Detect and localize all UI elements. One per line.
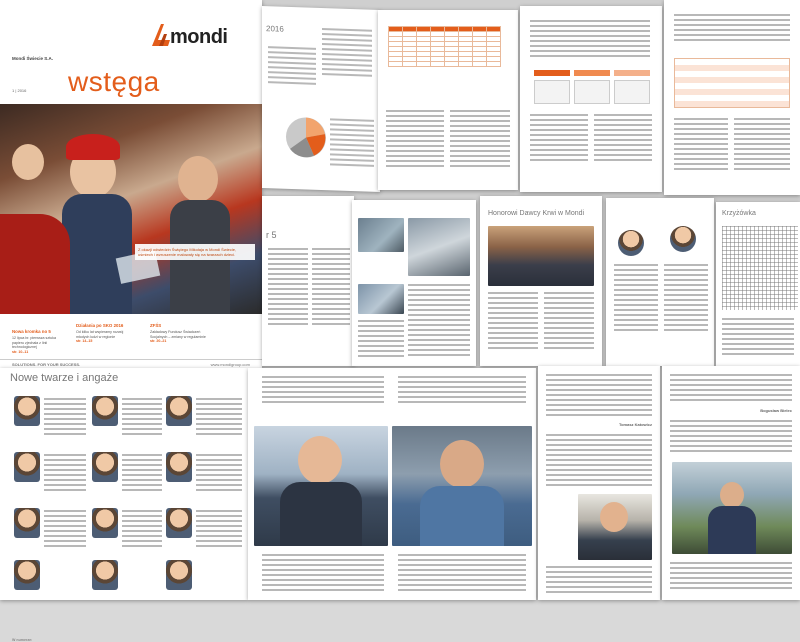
text-column bbox=[546, 434, 652, 489]
portrait-photo bbox=[578, 494, 652, 560]
magazine-title: wstęga bbox=[68, 66, 160, 97]
text-column bbox=[674, 14, 790, 44]
interview-photo bbox=[392, 426, 532, 546]
outdoor-photo bbox=[672, 462, 792, 554]
flow-box bbox=[614, 80, 650, 104]
text-column bbox=[262, 376, 384, 406]
cover-photo-children bbox=[0, 104, 262, 314]
text-column bbox=[44, 398, 86, 438]
data-table bbox=[388, 26, 501, 67]
page-machine-photos[interactable] bbox=[352, 200, 476, 366]
page-blood-donors[interactable] bbox=[480, 196, 602, 366]
text-column bbox=[196, 510, 242, 550]
employee-portrait bbox=[166, 560, 192, 590]
text-column bbox=[312, 248, 350, 328]
group-photo bbox=[488, 226, 594, 286]
news-item[interactable] bbox=[76, 324, 132, 344]
text-column bbox=[122, 454, 162, 494]
section-heading-crossword: Krzyżówka bbox=[722, 210, 756, 217]
year-heading: 2016 bbox=[266, 24, 284, 34]
page-interview[interactable] bbox=[248, 368, 536, 600]
text-column bbox=[386, 110, 444, 170]
brand-name: mondi bbox=[170, 26, 228, 48]
text-column bbox=[614, 264, 658, 334]
page-article-right[interactable] bbox=[538, 366, 660, 600]
in-issue-label: W numerze: bbox=[12, 638, 33, 642]
employee-portrait bbox=[670, 226, 696, 252]
flow-box bbox=[534, 80, 570, 104]
text-column bbox=[594, 114, 652, 164]
text-column bbox=[450, 110, 510, 170]
text-column bbox=[488, 292, 538, 352]
news-ref: str. 20–21 bbox=[150, 339, 167, 344]
text-column bbox=[268, 46, 316, 88]
news-body: Zakładowy Fundusz Świadczeń Socjalnych – zmiany w regulaminie bbox=[150, 330, 206, 339]
page-heading-fragment: r 5 bbox=[266, 230, 277, 240]
page-portraits[interactable] bbox=[606, 198, 714, 366]
mondi-logo-icon bbox=[150, 22, 172, 48]
news-body: Od kilku lat wspieramy rozwój młodych ludzi w regionie bbox=[76, 330, 124, 339]
text-column bbox=[674, 118, 728, 173]
page-flowchart[interactable] bbox=[520, 6, 662, 192]
crossword-grid bbox=[722, 226, 798, 310]
text-column bbox=[664, 264, 708, 334]
text-column bbox=[44, 510, 86, 550]
employee-portrait bbox=[92, 396, 118, 426]
employee-portrait bbox=[14, 396, 40, 426]
page-article-far-right[interactable] bbox=[662, 366, 800, 600]
interview-photo bbox=[254, 426, 388, 546]
employee-portrait bbox=[14, 508, 40, 538]
text-column bbox=[734, 118, 790, 173]
text-column bbox=[122, 510, 162, 550]
text-column bbox=[408, 284, 470, 359]
machine-photo bbox=[358, 218, 404, 252]
text-column bbox=[722, 318, 794, 358]
flow-arrow bbox=[614, 70, 650, 76]
website: www.mondigroup.com bbox=[210, 362, 250, 367]
text-column bbox=[44, 454, 86, 494]
text-column bbox=[358, 320, 404, 360]
flow-arrow bbox=[534, 70, 570, 76]
page-table-right[interactable] bbox=[664, 0, 800, 195]
text-column bbox=[530, 114, 588, 164]
section-heading-donors: Honorowi Dawcy Krwi w Mondi bbox=[488, 210, 585, 217]
flow-arrow bbox=[574, 70, 610, 76]
news-ref: str. 14–15 bbox=[76, 339, 93, 344]
text-column bbox=[122, 398, 162, 438]
text-column bbox=[398, 376, 526, 406]
employee-portrait bbox=[92, 508, 118, 538]
news-item[interactable] bbox=[150, 324, 206, 344]
page-new-faces[interactable] bbox=[0, 368, 248, 600]
publisher-name: Mondi Świecie S.A. bbox=[12, 56, 54, 61]
page-article[interactable] bbox=[262, 196, 354, 366]
section-heading-new-faces: Nowe twarze i angaże bbox=[10, 372, 119, 384]
machine-photo bbox=[408, 218, 470, 276]
text-column bbox=[670, 374, 792, 404]
tagline: SOLUTIONS. FOR YOUR SUCCESS. bbox=[12, 362, 81, 367]
employee-portrait bbox=[618, 230, 644, 256]
news-heading: Działania po SKO 2016 bbox=[76, 323, 124, 328]
employee-portrait bbox=[14, 452, 40, 482]
building-photo bbox=[358, 284, 404, 314]
news-body: 12 lipca br. pierwsza sztuka papieru zjechała z linii technologicznej bbox=[12, 336, 56, 350]
employee-portrait bbox=[166, 452, 192, 482]
employee-portrait bbox=[166, 508, 192, 538]
page-crossword[interactable] bbox=[716, 202, 800, 366]
signature: Bogusław Bielec bbox=[760, 408, 792, 413]
text-column bbox=[546, 374, 652, 419]
news-ref: str. 10–11 bbox=[12, 349, 29, 354]
text-column bbox=[544, 292, 594, 352]
text-column bbox=[330, 118, 374, 170]
text-column bbox=[530, 20, 650, 60]
employee-portrait bbox=[92, 560, 118, 590]
cover-footer bbox=[0, 359, 262, 368]
page-pie-chart[interactable] bbox=[262, 6, 380, 192]
text-column bbox=[546, 566, 652, 596]
page-table[interactable] bbox=[378, 10, 518, 190]
text-column bbox=[322, 28, 372, 80]
signature: Tomasz Katowicz bbox=[618, 422, 652, 427]
employee-portrait bbox=[14, 560, 40, 590]
pie-chart bbox=[284, 115, 328, 161]
news-heading: ZFŚS bbox=[150, 323, 162, 328]
text-column bbox=[196, 398, 242, 438]
employee-portrait bbox=[92, 452, 118, 482]
news-item[interactable] bbox=[12, 330, 68, 354]
text-column bbox=[262, 554, 384, 594]
summary-table bbox=[674, 58, 790, 108]
flow-box bbox=[574, 80, 610, 104]
employee-portrait bbox=[166, 396, 192, 426]
issue-number: 1 | 2016 bbox=[12, 88, 27, 93]
text-column bbox=[670, 562, 792, 592]
text-column bbox=[268, 248, 308, 328]
text-column bbox=[670, 420, 792, 455]
text-column bbox=[398, 554, 526, 594]
news-heading: Nowa kromka no 5 bbox=[12, 329, 51, 334]
cover-photo-caption: Z okazji odwiedzin Świętego Mikołaja w Mondi Świecie, uśmiech i wzruszenie malowały się na twarzach dzieci. bbox=[135, 244, 255, 260]
text-column bbox=[196, 454, 242, 494]
